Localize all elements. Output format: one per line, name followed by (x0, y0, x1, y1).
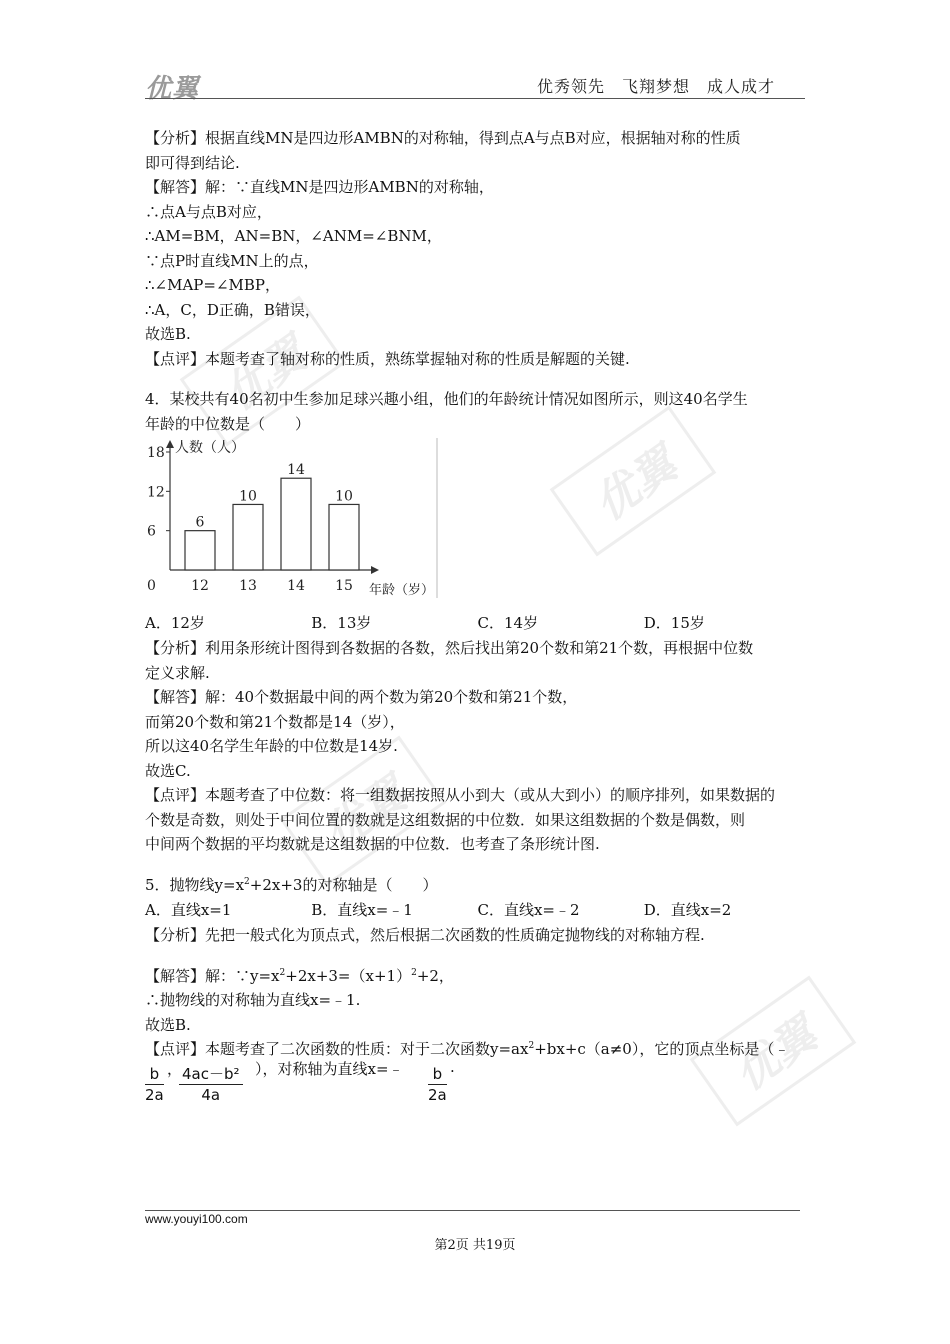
bar-13 (233, 504, 263, 570)
x-tick-label: 13 (239, 578, 257, 594)
header-divider (145, 98, 805, 99)
q4-option-d: D．15岁 (643, 614, 705, 632)
y-tick-label: 18 (147, 445, 165, 461)
q4-option-c: C．14岁 (477, 614, 539, 632)
age-bar-chart (145, 438, 440, 600)
page-header (145, 68, 805, 102)
q3-solution-line: ∴AM=BM，AN=BN，∠ANM=∠BNM， (145, 227, 442, 245)
q4-solution-line: 所以这40名学生年龄的中位数是14岁. (145, 737, 398, 755)
watermark-logo-1: 优翼 (180, 296, 347, 447)
q5-solution-line: 故选B. (145, 1015, 191, 1034)
fraction-b-over-2a: $\frac{b}{2a}$ (428, 1064, 447, 1104)
y-tick-label: 6 (147, 523, 156, 540)
y-tick-label: 12 (147, 484, 165, 501)
x-tick-label: 15 (335, 578, 353, 594)
watermark-logo-3: 优翼 (280, 736, 447, 887)
q4-solution-line: 而第20个数和第21个数都是14（岁）， (145, 712, 405, 731)
q3-solution-line: 【解答】解：∵直线MN是四边形AMBN的对称轴， (145, 178, 494, 196)
q4-comment-line: 个数是奇数，则处于中间位置的数就是这组数据的中位数．如果这组数据的个数是偶数，则 (145, 810, 746, 829)
y-axis-arrow (166, 440, 174, 448)
watermark-logo-4: 优翼 (690, 976, 857, 1127)
bar-14 (281, 478, 311, 570)
bar-value-label: 10 (239, 488, 257, 505)
q4-analysis-line: 定义求解. (145, 663, 210, 682)
q5-solution-line: ∴抛物线的对称轴为直线x=﹣1. (145, 991, 361, 1009)
fraction-b-over-2a: $\frac{b}{2a}$ (145, 1064, 164, 1104)
q4-analysis-line: 【分析】利用条形统计图得到各数据的各数，然后找出第20个数和第21个数，再根据中位数 (145, 639, 754, 657)
q3-comment: 【点评】本题考查了轴对称的性质，熟练掌握轴对称的性质是解题的关键. (145, 349, 630, 368)
q3-analysis-line: 【分析】根据直线MN是四边形AMBN的对称轴，得到点A与点B对应，根据轴对称的性质 (145, 129, 741, 147)
bar-value-label: 6 (195, 514, 205, 531)
q4-solution-line: 【解答】解：40个数据最中间的两个数为第20个数和第21个数， (145, 688, 578, 706)
watermark-logo-2: 优翼 (550, 406, 717, 557)
footer-divider (145, 1210, 800, 1211)
q5-option-b: B．直线x=﹣1 (311, 901, 413, 919)
q4-stem-line: 4．某校共有40名初中生参加足球兴趣小组，他们的年龄统计情况如图所示，则这40名学生 (145, 390, 748, 408)
q5-option-a: A．直线x=1 (145, 901, 232, 919)
bar-chart-svg (145, 438, 440, 600)
document-body (145, 126, 810, 1126)
x-tick-label: 14 (287, 578, 305, 594)
logo: 优翼 (145, 74, 200, 104)
page-number: 第2页 共19页 (434, 1238, 516, 1253)
q5-analysis: 【分析】先把一般式化为顶点式，然后根据二次函数的性质确定抛物线的对称轴方程. (145, 926, 705, 944)
bar-value-label: 14 (287, 462, 305, 479)
q3-solution-line: ∵点P时直线MN上的点， (145, 251, 319, 270)
q4-option-b: B．13岁 (311, 614, 372, 632)
q4-solution-line: 故选C. (145, 761, 191, 780)
q3-solution-line: 故选B. (145, 325, 191, 343)
bar-12 (185, 531, 215, 570)
q4-comment-line: 中间两个数据的平均数就是这组数据的中位数．也考查了条形统计图. (145, 835, 600, 853)
x-tick-label: 12 (191, 578, 209, 594)
y-tick-label: 0 (147, 578, 156, 594)
q3-solution-line: ∴点A与点B对应， (145, 202, 272, 221)
q5-option-d: D．直线x=2 (643, 901, 732, 919)
x-axis-label: 年龄（岁） (369, 583, 435, 598)
q5-option-c: C．直线x=﹣2 (477, 901, 580, 919)
q4-stem-line: 年龄的中位数是（ ） (145, 414, 311, 433)
q4-option-a: A．12岁 (145, 614, 205, 632)
footer-url: www.youyi100.com (145, 1212, 248, 1226)
vertex-formula: $\frac{b}{2a}$ ， $\frac{\text{4ac－b²}}{4a}$ ），对称轴为直线x=﹣ $\frac{b}{2a}$ . (145, 1057, 455, 1104)
fraction-4ac-b2-over-4a: $\frac{\text{4ac－b²}}{4a}$ (179, 1064, 243, 1105)
header-slogan: 优秀领先 飞翔梦想 成人成才 (536, 77, 775, 96)
bar-15 (329, 504, 359, 570)
q3-solution-line: ∴A，C，D正确，B错误， (145, 300, 320, 319)
bar-value-label: 10 (335, 488, 353, 505)
q3-analysis-line: 即可得到结论. (145, 153, 240, 172)
q5-solution-line: 【解答】解：$\because y=x^2+2x+3=(x+1)^2+2$， (145, 966, 454, 985)
q5-options (145, 897, 810, 923)
q4-options (145, 610, 810, 636)
q5-comment: 【点评】本题考查了二次函数的性质：对于二次函数$y=ax^2+bx+c(a\ne 0)$，它的顶点坐标是（﹣ (145, 1040, 790, 1058)
q3-solution-line: ∴∠MAP=∠MBP， (145, 276, 281, 294)
x-axis-arrow (371, 566, 379, 574)
q4-comment-line: 【点评】本题考查了中位数：将一组数据按照从小到大（或从大到小）的顺序排列，如果数据的 (145, 786, 776, 804)
y-axis-label: 人数（人） (175, 440, 245, 456)
q5-stem: 5．抛物线$y=x^2+2x+3$的对称轴是（ ） (145, 875, 438, 894)
